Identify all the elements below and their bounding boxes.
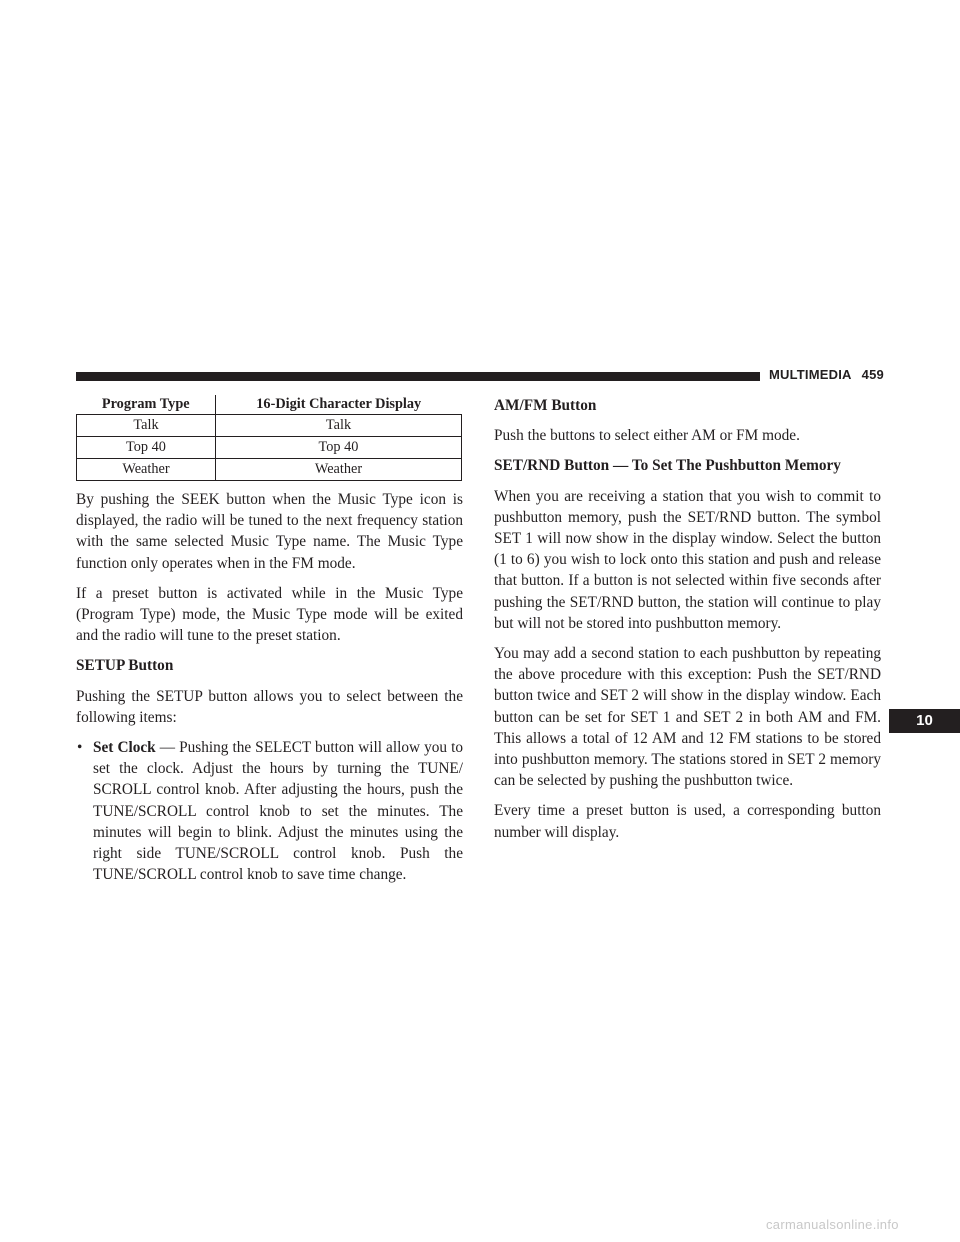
amfm-paragraph: Push the buttons to select either AM or FM mode.	[494, 427, 800, 445]
page-number: 459	[861, 367, 884, 382]
table-cell: Weather	[216, 459, 462, 481]
chapter-tab: 10	[889, 709, 960, 733]
table-cell: Weather	[77, 459, 216, 481]
item-text: — Pushing the SELECT button will allow you to set the clock. Adjust the hours by turning the TUNE/ SCROLL control knob. After adjusting the hours, push the TUNE/SCROLL control knob to set the minutes. The minutes will begin to blink. Adjust the minutes using the right side TUNE/SCROLL control knob. Push the TUNE/SCROLL control knob to save time change.	[93, 739, 463, 884]
table-row	[77, 415, 462, 437]
bullet: •	[77, 739, 83, 757]
setrnd-heading: SET/RND Button — To Set The Pushbutton Memory	[494, 457, 841, 475]
table-cell: Talk	[77, 415, 216, 437]
amfm-heading: AM/FM Button	[494, 397, 597, 414]
table-header-character-display: 16-Digit Character Display	[216, 395, 462, 415]
setup-heading: SETUP Button	[76, 657, 174, 675]
right-column	[494, 395, 881, 852]
table-cell: Top 40	[216, 437, 462, 459]
item-term: Set Clock	[93, 739, 156, 757]
setup-paragraph: Pushing the SETUP button allows you to select between the following items:	[76, 687, 463, 726]
running-header	[769, 367, 884, 382]
setrnd-paragraph: When you are receiving a station that you wish to commit to pushbutton memory, push the SET/RND button. The symbol SET 1 will now show in the display window. Select the button (1 to 6) you wish to lock onto this station and push and release that button. If a button is not selected within five seconds after pushing the SET/RND button, the station will continue to play but will not be stored into pushbutton memory.	[494, 487, 881, 632]
seek-paragraph: By pushing the SEEK button when the Music Type icon is displayed, the radio will be tuned to the next frequency station with the same selected Music Type name. The Music Type function only operates when in the FM mode.	[76, 491, 463, 572]
program-type-table	[76, 395, 462, 481]
header-rule	[76, 372, 760, 381]
second-station-paragraph: You may add a second station to each pushbutton by repeating the above procedure with this exception: Push the SET/RND button twice and SET 2 will show in the display window. Each button can be set for SET 1 and SET 2 in both AM and FM. This allows a total of 12 AM and 12 FM stations to be stored into pushbutton memory. The stations stored in SET 2 memory can be selected by pushing the pushbutton twice.	[494, 645, 881, 790]
table-header-program-type: Program Type	[77, 395, 216, 415]
watermark: carmanualsonline.info	[766, 1217, 899, 1232]
table-cell: Top 40	[77, 437, 216, 459]
preset-paragraph: If a preset button is activated while in the Music Type (Program Type) mode, the Music Type mode will be exited and the radio will tune to the preset station.	[76, 584, 463, 645]
section-title: MULTIMEDIA	[769, 367, 852, 382]
left-column	[76, 395, 463, 885]
table-header-row	[77, 395, 462, 415]
table-cell: Talk	[216, 415, 462, 437]
preset-display-paragraph: Every time a preset button is used, a corresponding button number will display.	[494, 802, 881, 841]
table-row	[77, 459, 462, 481]
list-item-set-clock	[76, 737, 463, 885]
setup-items-list	[76, 737, 463, 885]
table-row	[77, 437, 462, 459]
